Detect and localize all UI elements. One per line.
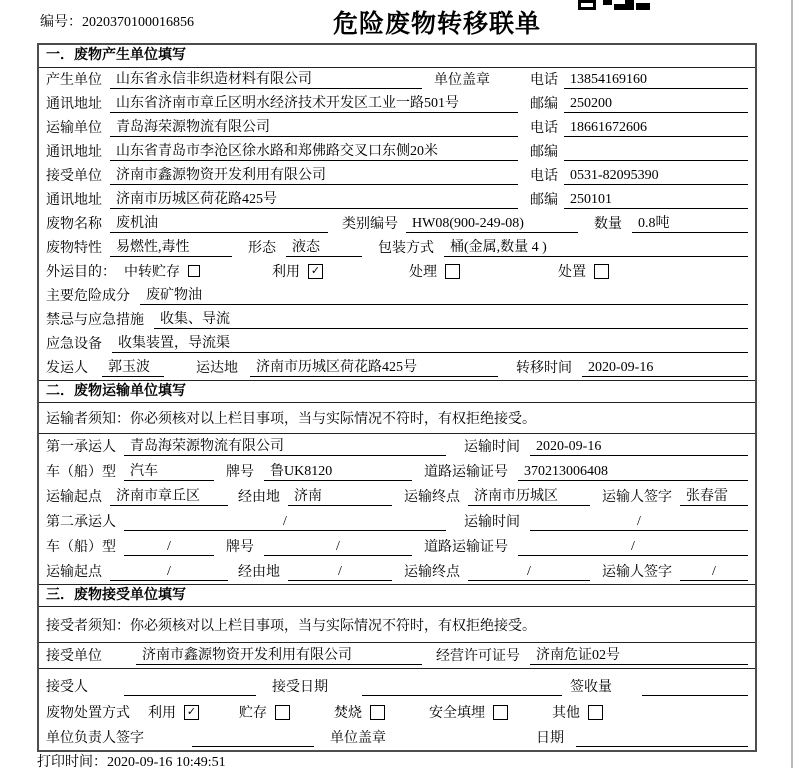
time1-label: 运输时间 xyxy=(464,440,520,455)
row-shipper xyxy=(39,356,755,380)
disposal-option-label: 安全填埋 xyxy=(429,706,485,721)
time2-value: / xyxy=(530,514,748,531)
sign1-label: 运输人签字 xyxy=(602,490,672,505)
zip1-value: 250200 xyxy=(564,96,748,113)
print-time-label: 打印时间： xyxy=(37,755,107,768)
plate2-label: 牌号 xyxy=(226,540,254,555)
doc-number-label: 编号： xyxy=(40,15,82,30)
accept-date-label: 接受日期 xyxy=(272,680,328,695)
row-route1 xyxy=(39,484,755,509)
row-transporter-address xyxy=(39,140,755,164)
time2-label: 运输时间 xyxy=(464,515,520,530)
row-vehicle1 xyxy=(39,459,755,484)
end2-label: 运输终点 xyxy=(404,565,460,580)
plate1-value: 鲁UK8120 xyxy=(264,460,412,481)
zip3-label: 邮编 xyxy=(530,193,558,208)
row-accept-unit xyxy=(39,643,755,669)
addr3-value: 济南市历城区荷花路425号 xyxy=(110,188,518,209)
qr-block xyxy=(636,3,650,10)
permit-label: 经营许可证号 xyxy=(436,649,520,664)
amount-value xyxy=(642,679,748,696)
checkbox-transfer xyxy=(188,265,200,277)
origin1-value: 济南市章丘区 xyxy=(110,485,228,506)
addr3-label: 通讯地址 xyxy=(46,193,102,208)
dest-value: 济南市历城区荷花路425号 xyxy=(250,356,498,377)
vehicle1-value: 汽车 xyxy=(124,460,214,481)
checkbox-disposal-burn xyxy=(370,705,385,720)
doc-number xyxy=(40,11,194,31)
end1-value: 济南市历城区 xyxy=(468,485,590,506)
form-label: 形态 xyxy=(248,241,276,256)
row-producer xyxy=(39,68,755,92)
checkbox-use: ✓ xyxy=(308,264,323,279)
character-value: 易燃性,毒性 xyxy=(110,236,232,257)
checkbox-disposal-landfill xyxy=(493,705,508,720)
accept-person-label: 接受人 xyxy=(46,680,88,695)
producer-value: 山东省永信非织造材料有限公司 xyxy=(110,68,422,89)
qty-value: 0.8吨 xyxy=(632,212,748,233)
page-title: 危险废物转移联单 xyxy=(333,11,542,38)
waste-name-value: 废机油 xyxy=(110,212,328,233)
receiver-notice: 接受者须知：你必须核对以上栏目事项，当与实际情况不符时，有权拒绝接受。 xyxy=(39,607,755,643)
road1-label: 道路运输证号 xyxy=(424,465,508,480)
category-label: 类别编号 xyxy=(342,217,398,232)
purpose-option-use xyxy=(272,261,323,281)
character-label: 废物特性 xyxy=(46,241,102,256)
taboo-value: 收集、导流 xyxy=(154,308,748,329)
producer-label: 产生单位 xyxy=(46,73,102,88)
responsible-sign-label: 单位负责人签字 xyxy=(46,731,144,746)
sign1-value: 张春雷 xyxy=(680,485,748,506)
equip-value: 收集装置，导流渠 xyxy=(112,332,748,353)
equip-label: 应急设备 xyxy=(46,337,102,352)
qr-code-fragment xyxy=(578,0,652,10)
packing-label: 包装方式 xyxy=(378,241,434,256)
date2-label: 日期 xyxy=(536,731,564,746)
via1-label: 经由地 xyxy=(238,490,280,505)
sign2-value: / xyxy=(680,564,748,581)
row-hazard xyxy=(39,284,755,308)
disposal-option-label: 其他 xyxy=(552,706,580,721)
row-waste-name xyxy=(39,212,755,236)
disposal-option-store xyxy=(239,702,290,722)
end1-label: 运输终点 xyxy=(404,490,460,505)
vehicle2-value: / xyxy=(124,539,214,556)
qty-label: 数量 xyxy=(594,217,622,232)
carrier1-value: 青岛海荣源物流有限公司 xyxy=(124,435,446,456)
purpose-option-label: 利用 xyxy=(272,265,300,280)
doc-number-value: 2020370100016856 xyxy=(82,15,194,30)
row-carrier2 xyxy=(39,509,755,534)
checkbox-disposal-use: ✓ xyxy=(184,705,199,720)
via2-value: / xyxy=(288,564,392,581)
zip1-label: 邮编 xyxy=(530,97,558,112)
plate2-value: / xyxy=(264,539,412,556)
permit-value: 济南危证02号 xyxy=(530,644,748,665)
waste-name-label: 废物名称 xyxy=(46,217,102,232)
carrier1-label: 第一承运人 xyxy=(46,440,116,455)
disposal-option-burn xyxy=(334,702,385,722)
print-time-value: 2020-09-16 10:49:51 xyxy=(107,755,226,768)
print-time xyxy=(37,751,226,768)
purpose-option-label: 中转贮存 xyxy=(124,265,180,280)
phone3-value: 0531-82095390 xyxy=(564,168,748,185)
phone3-label: 电话 xyxy=(530,169,558,184)
road1-value: 370213006408 xyxy=(518,464,748,481)
vehicle1-label: 车（船）型 xyxy=(46,465,116,480)
purpose-option-dispose xyxy=(558,261,609,281)
manifest-form xyxy=(37,43,757,752)
row-disposal xyxy=(39,699,755,725)
receiver-value: 济南市鑫源物资开发利用有限公司 xyxy=(110,164,518,185)
disposal-option-label: 贮存 xyxy=(239,706,267,721)
vehicle2-label: 车（船）型 xyxy=(46,540,116,555)
transporter-notice: 运输者须知：你必须核对以上栏目事项，当与实际情况不符时，有权拒绝接受。 xyxy=(39,403,755,434)
disposal-option-other xyxy=(552,702,603,722)
hazard-label: 主要危险成分 xyxy=(46,289,130,304)
row-transporter xyxy=(39,116,755,140)
packing-value: 桶(金属,数量 4 ) xyxy=(444,236,748,257)
sign2-label: 运输人签字 xyxy=(602,565,672,580)
dest-label: 运达地 xyxy=(196,361,238,376)
accept-unit-value: 济南市鑫源物资开发利用有限公司 xyxy=(136,644,422,665)
row-waste-character xyxy=(39,236,755,260)
row-taboo xyxy=(39,308,755,332)
zip2-value xyxy=(564,144,748,161)
phone1-label: 电话 xyxy=(530,73,558,88)
row-route2 xyxy=(39,559,755,584)
row-carrier1 xyxy=(39,434,755,459)
transfer-date-value: 2020-09-16 xyxy=(582,360,748,377)
origin2-value: / xyxy=(110,564,228,581)
checkbox-disposal-other xyxy=(588,705,603,720)
disposal-option-label: 利用 xyxy=(148,706,176,721)
shipper-label: 发运人 xyxy=(46,361,88,376)
purpose-option-label: 处理 xyxy=(409,265,437,280)
row-purpose xyxy=(39,260,755,284)
date2-value xyxy=(576,730,748,747)
via1-value: 济南 xyxy=(288,485,392,506)
checkbox-treat xyxy=(445,264,460,279)
transporter-label: 运输单位 xyxy=(46,121,102,136)
section2-header: 二．废物运输单位填写 xyxy=(39,380,755,403)
disposal-option-landfill xyxy=(429,702,508,722)
hazard-value: 废矿物油 xyxy=(140,284,748,305)
receiver-label: 接受单位 xyxy=(46,169,102,184)
carrier2-value: / xyxy=(124,514,446,531)
purpose-option-treat xyxy=(409,261,460,281)
row-vehicle2 xyxy=(39,534,755,559)
origin2-label: 运输起点 xyxy=(46,565,102,580)
qr-block xyxy=(625,0,634,10)
amount-label: 签收量 xyxy=(570,680,612,695)
road2-value: / xyxy=(518,539,748,556)
phone1-value: 13854169160 xyxy=(564,72,748,89)
accept-date-value xyxy=(362,679,562,696)
checkbox-dispose xyxy=(594,264,609,279)
carrier2-label: 第二承运人 xyxy=(46,515,116,530)
qr-finder-fragment xyxy=(578,0,596,10)
unit-seal2-label: 单位盖章 xyxy=(330,731,386,746)
plate1-label: 牌号 xyxy=(226,465,254,480)
row-producer-address xyxy=(39,92,755,116)
addr2-value: 山东省青岛市李沧区徐水路和郑佛路交叉口东侧20米 xyxy=(110,140,518,161)
section3-header: 三．废物接受单位填写 xyxy=(39,584,755,607)
form-value: 液态 xyxy=(286,236,362,257)
page-edge-line xyxy=(791,0,793,768)
checkbox-disposal-store xyxy=(275,705,290,720)
disposal-label: 废物处置方式 xyxy=(46,706,130,721)
zip3-value: 250101 xyxy=(564,192,748,209)
taboo-label: 禁忌与应急措施 xyxy=(46,313,144,328)
row-accept-person xyxy=(39,669,755,699)
purpose-label: 外运目的： xyxy=(46,265,116,280)
shipper-value: 郭玉波 xyxy=(102,356,164,377)
addr1-label: 通讯地址 xyxy=(46,97,102,112)
phone2-label: 电话 xyxy=(530,121,558,136)
purpose-option-label: 处置 xyxy=(558,265,586,280)
section1-header: 一．废物产生单位填写 xyxy=(39,45,755,68)
addr1-value: 山东省济南市章丘区明水经济技术开发区工业一路501号 xyxy=(110,92,518,113)
row-receiver-address xyxy=(39,188,755,212)
transfer-date-label: 转移时间 xyxy=(516,361,572,376)
road2-label: 道路运输证号 xyxy=(424,540,508,555)
row-responsible-sign xyxy=(39,725,755,750)
accept-person-value xyxy=(124,679,256,696)
purpose-option-transfer xyxy=(124,261,200,281)
row-receiver xyxy=(39,164,755,188)
row-equipment xyxy=(39,332,755,356)
qr-block xyxy=(603,0,612,5)
via2-label: 经由地 xyxy=(238,565,280,580)
end2-value: / xyxy=(468,564,590,581)
unit-seal-label: 单位盖章 xyxy=(434,73,490,88)
origin1-label: 运输起点 xyxy=(46,490,102,505)
accept-unit-label: 接受单位 xyxy=(46,649,102,664)
phone2-value: 18661672606 xyxy=(564,120,748,137)
disposal-option-use xyxy=(148,702,199,722)
responsible-sign-value xyxy=(192,730,314,747)
disposal-option-label: 焚烧 xyxy=(334,706,362,721)
time1-value: 2020-09-16 xyxy=(530,439,748,456)
transporter-value: 青岛海荣源物流有限公司 xyxy=(110,116,518,137)
category-value: HW08(900-249-08) xyxy=(406,216,578,233)
zip2-label: 邮编 xyxy=(530,145,558,160)
addr2-label: 通讯地址 xyxy=(46,145,102,160)
